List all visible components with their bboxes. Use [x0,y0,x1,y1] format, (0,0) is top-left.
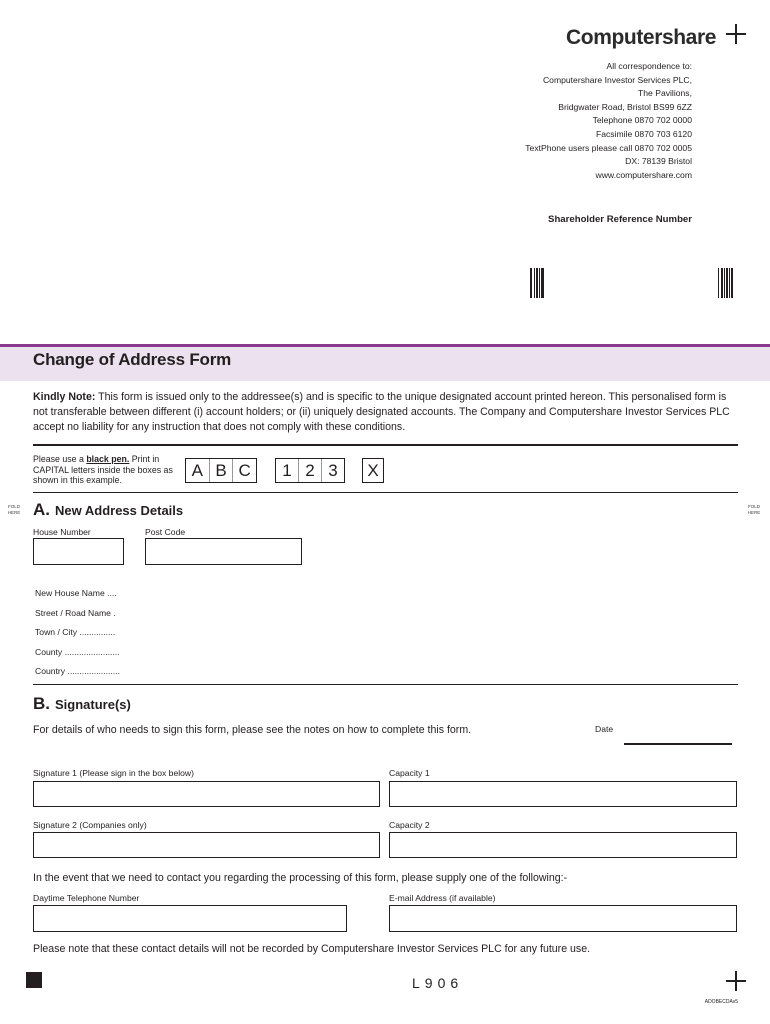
example-letter: A [186,459,210,482]
capacity-2-label: Capacity 2 [389,820,430,830]
example-numbers-box [275,458,345,483]
post-code-input[interactable] [145,538,302,565]
example-mark-box [362,458,384,483]
section-b-letter: B. [33,694,50,713]
kindly-note-text: This form is issued only to the addressee(s) and is specific to the unique designated account printed hereon. This personalised form is not transferable between different (i) account holders; or (ii) uniquely designated accounts. The Company and Computershare Investor Services PLC accept no liability for any instruction that does not comply with these conditions. [33,391,730,433]
example-number: 1 [276,459,299,482]
address-line: The Pavilions, [638,88,692,99]
example-mark: X [367,461,379,480]
daytime-telephone-input[interactable] [33,905,347,932]
address-line: Computershare Investor Services PLC, [542,74,692,85]
address-line: Telephone 0870 702 0000 [592,115,692,126]
computershare-logo: Computershare [566,26,717,49]
example-letters-box [185,458,257,483]
contact-details-note: Please note that these contact details will not be recorded by Computershare Investor Services PLC for any future use. [33,943,591,955]
address-line: All correspondence to: [606,61,692,71]
registration-crosshair-icon [726,971,746,991]
street-road-name-field[interactable]: Street / Road Name . [35,608,116,618]
new-house-name-field[interactable]: New House Name .... [35,588,117,598]
divider [33,492,738,493]
address-line: Bridgwater Road, Bristol BS99 6ZZ [558,101,692,112]
example-letter: B [210,459,234,482]
section-a-heading [33,500,183,520]
capacity-1-label: Capacity 1 [389,768,430,778]
barcode-marker-right [718,268,733,298]
address-line: DX: 78139 Bristol [625,156,692,167]
section-a-letter: A. [33,500,50,519]
signature-2-label: Signature 2 (Companies only) [33,820,147,830]
fold-here-left: FOLD HERE [7,504,21,515]
house-number-input[interactable] [33,538,124,565]
version-code: ADOBECDAv5 [704,999,738,1005]
example-number: 3 [328,461,338,480]
section-a-title: New Address Details [55,503,184,518]
email-input[interactable] [389,905,737,932]
form-code: L906 [412,975,464,991]
address-line: TextPhone users please call 0870 702 0005 [525,142,692,153]
address-line: Facsimile 0870 703 6120 [595,128,692,139]
kindly-note [33,390,739,435]
registration-square-icon [26,972,42,988]
kindly-note-label: Kindly Note: [33,391,96,403]
signature-intro: For details of who needs to sign this form, please see the notes on how to complete this form. [33,724,472,736]
address-line: www.computershare.com [595,169,692,180]
example-letter: C [238,461,251,480]
signature-2-box[interactable] [33,832,380,858]
daytime-telephone-label: Daytime Telephone Number [33,893,140,903]
capacity-1-input[interactable] [389,781,737,807]
pen-instructions: Please use a black pen. Print in CAPITAL letters inside the boxes as shown in this example. [33,454,173,485]
town-city-field[interactable]: Town / City ............... [35,627,116,637]
black-pen-emphasis: black pen. [86,454,130,464]
divider [33,684,738,685]
date-label: Date [595,724,614,734]
county-field[interactable]: County ....................... [35,647,120,657]
house-number-label: House Number [33,527,91,537]
contact-intro: In the event that we need to contact you regarding the processing of this form, please supply one of the following:- [33,872,568,884]
signature-1-box[interactable] [33,781,380,807]
post-code-label: Post Code [145,527,186,537]
signature-1-label: Signature 1 (Please sign in the box below) [33,768,194,778]
example-number: 2 [299,459,322,482]
section-b-title: Signature(s) [55,697,131,712]
section-b-heading [33,694,131,714]
divider [33,444,738,446]
capacity-2-input[interactable] [389,832,737,858]
registration-crosshair-icon [726,24,746,44]
barcode-marker-left [530,268,545,298]
email-label: E-mail Address (if available) [389,893,496,903]
form-title: Change of Address Form [33,350,232,369]
date-line-input[interactable] [624,743,732,745]
correspondence-address [525,60,692,182]
shareholder-reference-label: Shareholder Reference Number [548,214,692,225]
country-field[interactable]: Country ...................... [35,666,121,676]
fold-here-right: FOLD HERE [747,504,761,515]
